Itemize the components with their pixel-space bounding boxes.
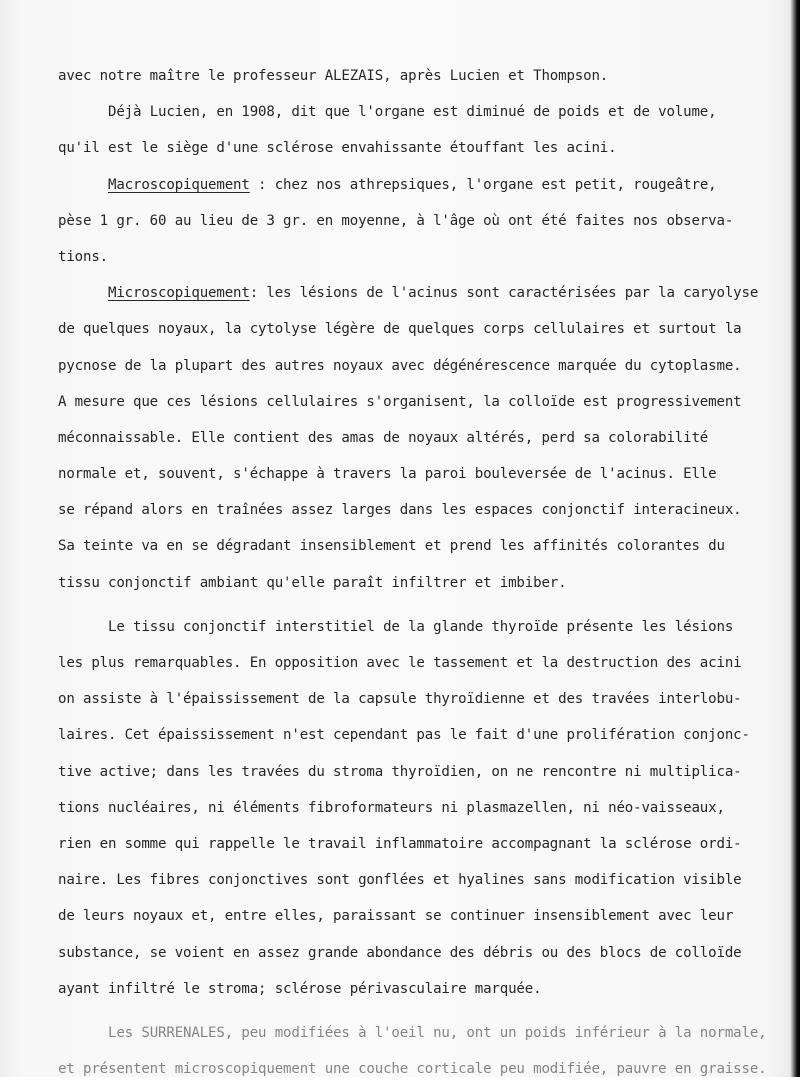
paragraph-gap bbox=[58, 1007, 793, 1015]
text-line: et présentent microscopiquement une couche corticale peu modifiée, pauvre en graisse. bbox=[58, 1061, 767, 1078]
page-edge-shadow bbox=[790, 0, 800, 1077]
text-line: tive active; dans les travées du stroma thyroïdien, on ne rencontre ni multiplica- bbox=[58, 763, 742, 780]
text-line: Sa teinte va en se dégradant insensiblement et prend les affinités colorantes du bbox=[58, 538, 725, 555]
text-line: A mesure que ces lésions cellulaires s'organisent, la colloïde est progressivement bbox=[58, 393, 742, 410]
text-line: de leurs noyaux et, entre elles, paraissant se continuer insensiblement avec leur bbox=[58, 908, 734, 925]
text-line: Macroscopiquement : chez nos athrepsiques, l'organe est petit, rougeâtre, bbox=[108, 176, 717, 193]
text-line: pèse 1 gr. 60 au lieu de 3 gr. en moyenne, à l'âge où ont été faites nos observa- bbox=[58, 212, 734, 229]
text-line: avec notre maître le professeur ALEZAIS, après Lucien et Thompson. bbox=[58, 68, 609, 84]
text-line: tions nucléaires, ni éléments fibroformateurs ni plasmazellen, ni néo-vaisseaux, bbox=[58, 799, 725, 816]
text-line: Les SURRENALES, peu modifiées à l'oeil nu, ont un poids inférieur à la normale, bbox=[108, 1024, 767, 1041]
text-line: tions. bbox=[58, 248, 109, 265]
paragraph-gap bbox=[58, 601, 793, 609]
text-line: normale et, souvent, s'échappe à travers la paroi bouleversée de l'acinus. Elle bbox=[58, 466, 717, 483]
text-line: Microscopiquement: les lésions de l'acinus sont caractérisées par la caryolyse bbox=[108, 285, 759, 302]
text-line: se répand alors en traînées assez larges dans les espaces conjonctif interacineux. bbox=[58, 502, 742, 519]
text-line: pycnose de la plupart des autres noyaux avec dégénérescence marquée du cytoplasme. bbox=[58, 357, 742, 374]
text-line: naire. Les fibres conjonctives sont gonflées et hyalines sans modification visible bbox=[58, 872, 742, 889]
text-line: Le tissu conjonctif interstitiel de la glande thyroïde présente les lésions bbox=[108, 618, 734, 635]
typewritten-text bbox=[58, 58, 793, 1087]
text-line: laires. Cet épaississement n'est cependant pas le fait d'une prolifération conjonc- bbox=[58, 727, 750, 744]
text-line: tissu conjonctif ambiant qu'elle paraît infiltrer et imbiber. bbox=[58, 574, 567, 591]
section-heading: Microscopiquement bbox=[108, 285, 250, 302]
text-line: Déjà Lucien, en 1908, dit que l'organe est diminué de poids et de volume, bbox=[108, 104, 717, 121]
text-line: de quelques noyaux, la cytolyse légère de quelques corps cellulaires et surtout la bbox=[58, 321, 742, 338]
text-line: méconnaissable. Elle contient des amas de noyaux altérés, perd sa colorabilité bbox=[58, 429, 709, 446]
text-line: rien en somme qui rappelle le travail inflammatoire accompagnant la sclérose ordi- bbox=[58, 835, 742, 852]
text-line: ayant infiltré le stroma; sclérose périvasculaire marquée. bbox=[58, 980, 542, 997]
text-line: substance, se voient en assez grande abondance des débris ou des blocs de colloïde bbox=[58, 944, 742, 961]
section-heading: Macroscopiquement bbox=[108, 176, 250, 193]
text-line: les plus remarquables. En opposition avec le tassement et la destruction des acini bbox=[58, 655, 742, 671]
text-line: on assiste à l'épaississement de la capsule thyroïdienne et des travées interlobu- bbox=[58, 691, 742, 708]
text-line: qu'il est le siège d'une sclérose envahissante étouffant les acini. bbox=[58, 140, 617, 157]
